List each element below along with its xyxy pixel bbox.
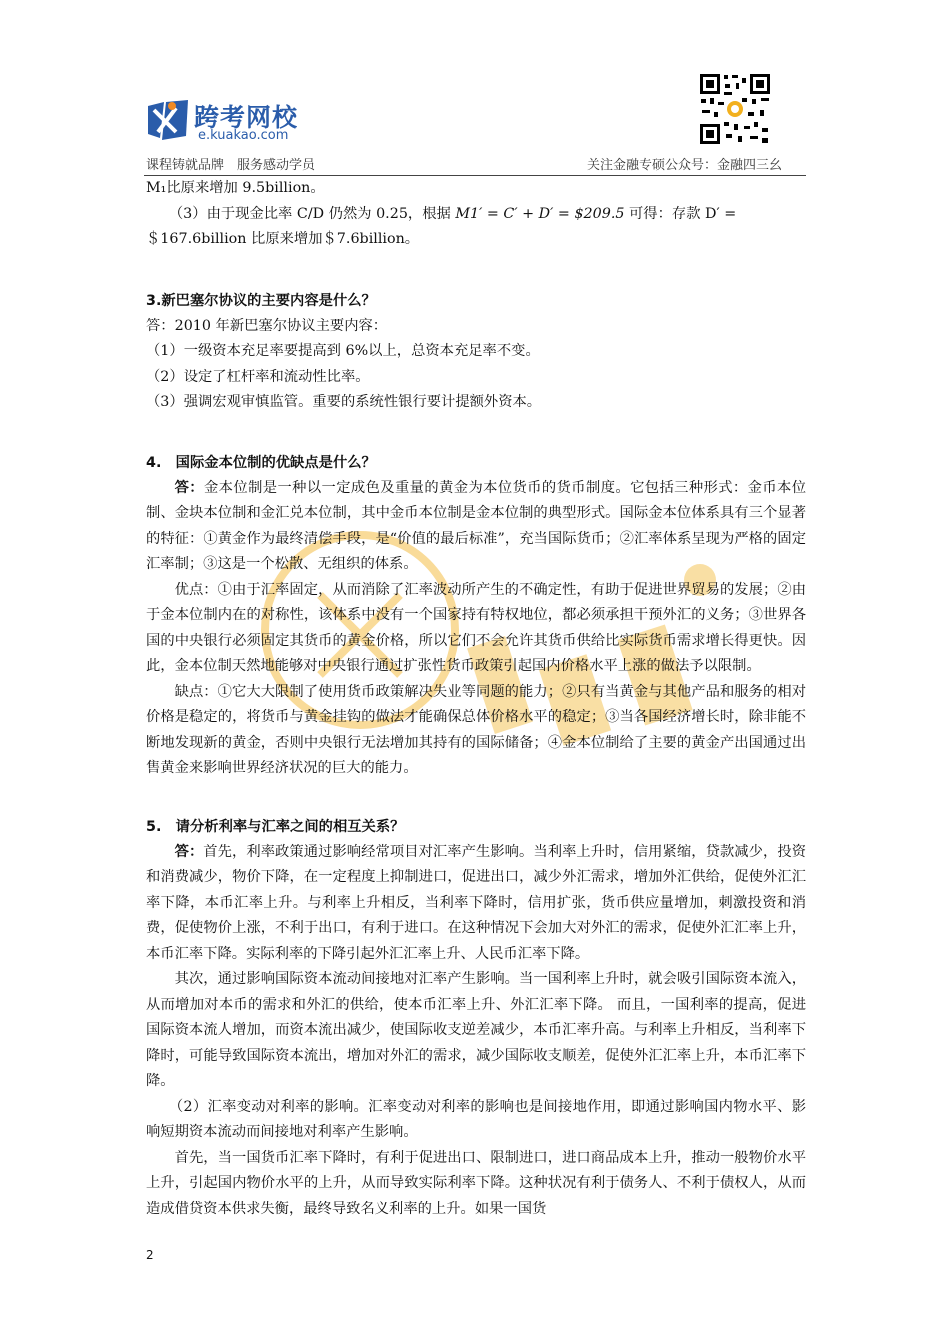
paragraph [146, 840, 806, 968]
paragraph: 首先，当一国货币汇率下降时，有利于促进出口、限制进口，进口商品成本上升，推动一般物价水平上升，引起国内物价水平的上升，从而导致实际利率下降。这种状况有利于债务人、不利于债权人，从而造成借贷资本供求失衡，最终导致名义利率的上升。如果一国货 [146, 1149, 806, 1217]
paragraph [146, 202, 806, 228]
list-item: （2）设定了杠杆率和流动性比率。 [146, 368, 370, 385]
header-slogan: 课程铸就品牌 服务感动学员 [146, 158, 316, 173]
list-item: （3）强调宏观审慎监管。重要的系统性银行要计提额外资本。 [146, 394, 542, 410]
answer-label: 答： [174, 479, 204, 496]
paragraph: ＄167.6billion 比原来增加＄7.6billion。 [146, 231, 420, 247]
answer-label: 答： [174, 843, 204, 860]
qr-code-icon [698, 72, 772, 146]
paragraph: M₁比原来增加 9.5billion。 [146, 180, 325, 196]
paragraph [146, 476, 806, 578]
question-title: 4. 国际金本位制的优缺点是什么？ [146, 454, 376, 471]
paragraph-text: 可得：存款 D′ = [624, 205, 737, 222]
question-title: 5. 请分析利率与汇率之间的相互关系？ [146, 818, 405, 835]
document-body [146, 176, 806, 1222]
page-number: 2 [146, 1248, 154, 1262]
logo-url: e.kuakao.com [198, 128, 289, 143]
header-wechat-note: 关注金融专硕公众号：金融四三幺 [586, 158, 782, 173]
paragraph-text: 首先，利率政策通过影响经常项目对汇率产生影响。当利率上升时，信用紧缩，贷款减少，投资和消费减少，物价下降，在一定程度上抑制进口，促进出口，减少外汇需求，增加外汇供给，促使外汇汇率下降，本币汇率上升。与利率上升相反，当利率下降时，信用扩张，货币供应量增加，刺激投资和消费，促使物价上涨，不利于出口，有利于进口。在这种情况下会加大对外汇的需求，促使外汇汇率上升，本币汇率下降。实际利率的下降引起外汇汇率上升、人民币汇率下降。 [146, 843, 806, 962]
paragraph: 答：2010 年新巴塞尔协议主要内容： [146, 317, 388, 334]
paragraph: 优点：①由于汇率固定，从而消除了汇率波动所产生的不确定性，有助于促进世界贸易的发展；②由于金本位制内在的对称性，该体系中没有一个国家持有特权地位，都必须承担干预外汇的义务；③世界各国的中央银行必须固定其货币的黄金价格，所以它们不会允许其货币供给比实际货币需求增长得更快。因此，金本位制天然地能够对中央银行通过扩张性货币政策引起国内价格水平上涨的做法予以限制。 [146, 581, 806, 674]
paragraph: （2）汇率变动对利率的影响。汇率变动对利率的影响也是间接地作用，即通过影响国内物水平、影响短期资本流动而间接地对利率产生影响。 [146, 1098, 806, 1140]
paragraph: 其次，通过影响国际资本流动间接地对汇率产生影响。当一国利率上升时，就会吸引国际资本流入，从而增加对本币的需求和外汇的供给，使本币汇率上升、外汇汇率下降。 而且，一国利率的提高，促进国际资本流人增加，而资本流出减少，使国际收支逆差减少，本币汇率升高。与利率上升相反，当利率下降时，可能导致国际资本流出，增加对外汇的需求，减少国际收支顺差，促使外汇汇率上升，本币汇率下降。 [146, 971, 806, 1089]
formula: M1′ = C′ + D′ = $209.5 [455, 205, 625, 222]
paragraph-text: 金本位制是一种以一定成色及重量的黄金为本位货币的货币制度。它包括三种形式：金币本位制、金块本位制和金汇兑本位制，其中金币本位制是金本位制的典型形式。国际金本位体系具有三个显著的特征：①黄金作为最终清偿手段，是“价值的最后标准”，充当国际货币；②汇率体系呈现为严格的固定汇率制；③这是一个松散、无组织的体系。 [146, 479, 807, 572]
kuakao-logo [146, 98, 336, 148]
paragraph: 缺点：①它大大限制了使用货币政策解决失业等同题的能力；②只有当黄金与其他产品和服务的相对价格是稳定的，将货币与黄金挂钩的做法才能确保总体价格水平的稳定；③当各国经济增长时，除非能不断地发现新的黄金，否则中央银行无法增加其持有的国际储备；④金本位制给了主要的黄金产出国通过出售黄金来影响世界经济状况的巨大的能力。 [146, 683, 806, 776]
list-item: （1）一级资本充足率要提高到 6%以上，总资本充足率不变。 [146, 343, 540, 359]
paragraph-text: （3）由于现金比率 C/D 仍然为 0.25，根据 [168, 205, 456, 222]
kuakao-logo-icon [146, 98, 190, 142]
logo-text: 跨考网校 [194, 103, 299, 132]
question-title: 3.新巴塞尔协议的主要内容是什么？ [146, 292, 376, 309]
